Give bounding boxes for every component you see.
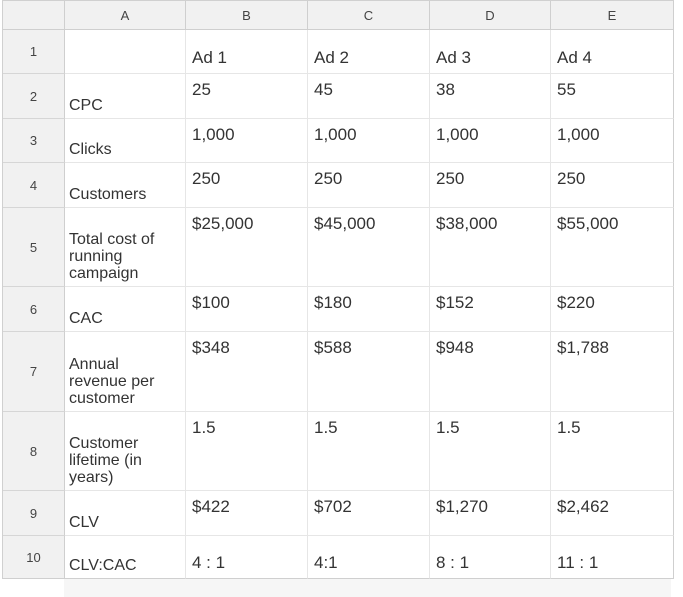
cell-label[interactable] (65, 287, 186, 332)
spreadsheet-grid (2, 0, 674, 579)
cell-value[interactable]: 1.5 (308, 412, 430, 491)
cell-value[interactable]: $1,270 (430, 491, 551, 536)
cell-value[interactable]: 4 : 1 (186, 536, 308, 579)
row-header[interactable]: 7 (3, 332, 65, 412)
cell-value[interactable]: 8 : 1 (430, 536, 551, 579)
row-header[interactable]: 6 (3, 287, 65, 332)
cell-label[interactable] (65, 536, 186, 579)
row-header[interactable]: 2 (3, 74, 65, 119)
row-header[interactable]: 10 (3, 536, 65, 579)
cell-value[interactable]: 1.5 (551, 412, 674, 491)
column-header-e[interactable]: E (551, 1, 674, 30)
column-header-a[interactable]: A (65, 1, 186, 30)
row-header[interactable]: 8 (3, 412, 65, 491)
cell-value[interactable]: 1.5 (186, 412, 308, 491)
cell-value[interactable]: $702 (308, 491, 430, 536)
cell-value[interactable]: $588 (308, 332, 430, 412)
cell-label-text: Annual revenue per customer (69, 356, 155, 407)
cell-value[interactable]: Ad 3 (430, 30, 551, 74)
cell-value[interactable]: 250 (430, 163, 551, 208)
cell-value[interactable]: $1,788 (551, 332, 674, 412)
cell-label-text: Customer lifetime (in years) (69, 435, 142, 486)
cell-value[interactable]: Ad 2 (308, 30, 430, 74)
select-all-corner[interactable] (3, 1, 65, 30)
cell-label-text: Customers (69, 186, 147, 203)
cell-value[interactable]: $55,000 (551, 208, 674, 287)
cell-value[interactable]: 1,000 (308, 119, 430, 163)
column-header-b[interactable]: B (186, 1, 308, 30)
cell-value[interactable]: 55 (551, 74, 674, 119)
cell-value[interactable]: 11 : 1 (551, 536, 674, 579)
cell-value[interactable]: $948 (430, 332, 551, 412)
cell-label-text: CAC (69, 310, 103, 327)
cell-label-text: CLV:CAC (69, 557, 137, 574)
cell-label-text: CPC (69, 97, 103, 114)
cell-label[interactable] (65, 208, 186, 287)
cell-label[interactable] (65, 163, 186, 208)
cell-value[interactable]: 4:1 (308, 536, 430, 579)
cell-value[interactable]: 25 (186, 74, 308, 119)
cell-value[interactable]: $2,462 (551, 491, 674, 536)
column-header-c[interactable]: C (308, 1, 430, 30)
cell-value[interactable]: 38 (430, 74, 551, 119)
row-header[interactable]: 1 (3, 30, 65, 74)
row-header[interactable]: 5 (3, 208, 65, 287)
cell-label[interactable] (65, 412, 186, 491)
cell-value[interactable]: 1,000 (551, 119, 674, 163)
cell-value[interactable]: $25,000 (186, 208, 308, 287)
cell-value[interactable]: Ad 1 (186, 30, 308, 74)
cell-value[interactable]: $38,000 (430, 208, 551, 287)
cell-value[interactable]: $422 (186, 491, 308, 536)
column-header-d[interactable]: D (430, 1, 551, 30)
cell-label-text: CLV (69, 514, 99, 531)
cell-label[interactable] (65, 491, 186, 536)
cell-value[interactable]: $180 (308, 287, 430, 332)
cell-value[interactable]: 250 (551, 163, 674, 208)
cell-value[interactable]: 1,000 (186, 119, 308, 163)
cell-value[interactable]: 45 (308, 74, 430, 119)
cell-value[interactable]: 250 (308, 163, 430, 208)
cell-value[interactable]: $100 (186, 287, 308, 332)
cell-value[interactable]: 250 (186, 163, 308, 208)
cell-label[interactable] (65, 30, 186, 74)
cell-value[interactable]: $152 (430, 287, 551, 332)
cell-label-text: Clicks (69, 141, 112, 158)
row-header[interactable]: 4 (3, 163, 65, 208)
cell-value[interactable]: $45,000 (308, 208, 430, 287)
cell-label-text: Total cost of running campaign (69, 231, 155, 282)
cell-value[interactable]: $348 (186, 332, 308, 412)
row-header[interactable]: 3 (3, 119, 65, 163)
cell-value[interactable]: 1,000 (430, 119, 551, 163)
sheet-footer-strip (64, 579, 671, 597)
cell-value[interactable]: 1.5 (430, 412, 551, 491)
cell-value[interactable]: Ad 4 (551, 30, 674, 74)
cell-label[interactable] (65, 332, 186, 412)
row-header[interactable]: 9 (3, 491, 65, 536)
cell-value[interactable]: $220 (551, 287, 674, 332)
cell-label[interactable] (65, 119, 186, 163)
cell-label[interactable] (65, 74, 186, 119)
